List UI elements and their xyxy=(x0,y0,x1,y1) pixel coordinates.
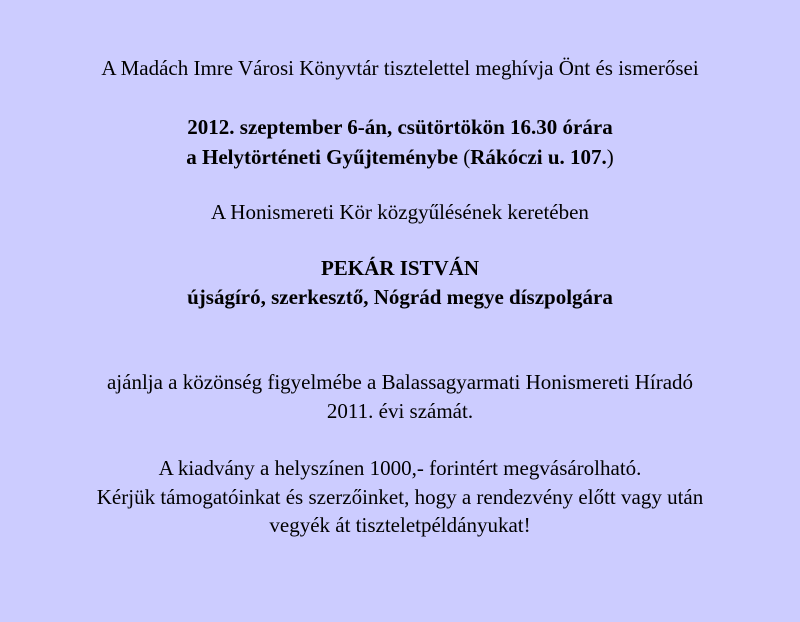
request-line-1: Kérjük támogatóinkat és szerzőinket, hogy a rendezvény előtt vagy után xyxy=(96,485,704,509)
venue-address: Rákóczi u. 107. xyxy=(470,145,607,169)
price-note: A kiadvány a helyszínen 1000,- forintért megvásárolható. xyxy=(158,456,642,480)
request-line-2: vegyék át tiszteletpéldányukat! xyxy=(269,513,531,537)
recommendation-line-1: ajánlja a közönség figyelmébe a Balassagyarmati Honismereti Híradó xyxy=(106,370,694,394)
event-context: A Honismereti Kör közgyűlésének keretében xyxy=(211,200,589,224)
speaker-name: PEKÁR ISTVÁN xyxy=(320,256,480,280)
speaker-title: újságíró, szerkesztő, Nógrád megye díszpolgára xyxy=(187,285,613,309)
recommendation-line-2: 2011. évi számát. xyxy=(326,399,474,423)
intro-text: A Madách Imre Városi Könyvtár tisztelettel meghívja Önt és ismerősei xyxy=(101,56,699,80)
venue-close-paren: ) xyxy=(606,145,614,169)
event-date: 2012. szeptember 6-án, csütörtökön 16.30 órára xyxy=(187,115,613,139)
venue-name: a Helytörténeti Gyűjteménybe xyxy=(186,145,458,169)
venue-open-paren: ( xyxy=(458,145,471,169)
event-venue xyxy=(0,144,800,170)
